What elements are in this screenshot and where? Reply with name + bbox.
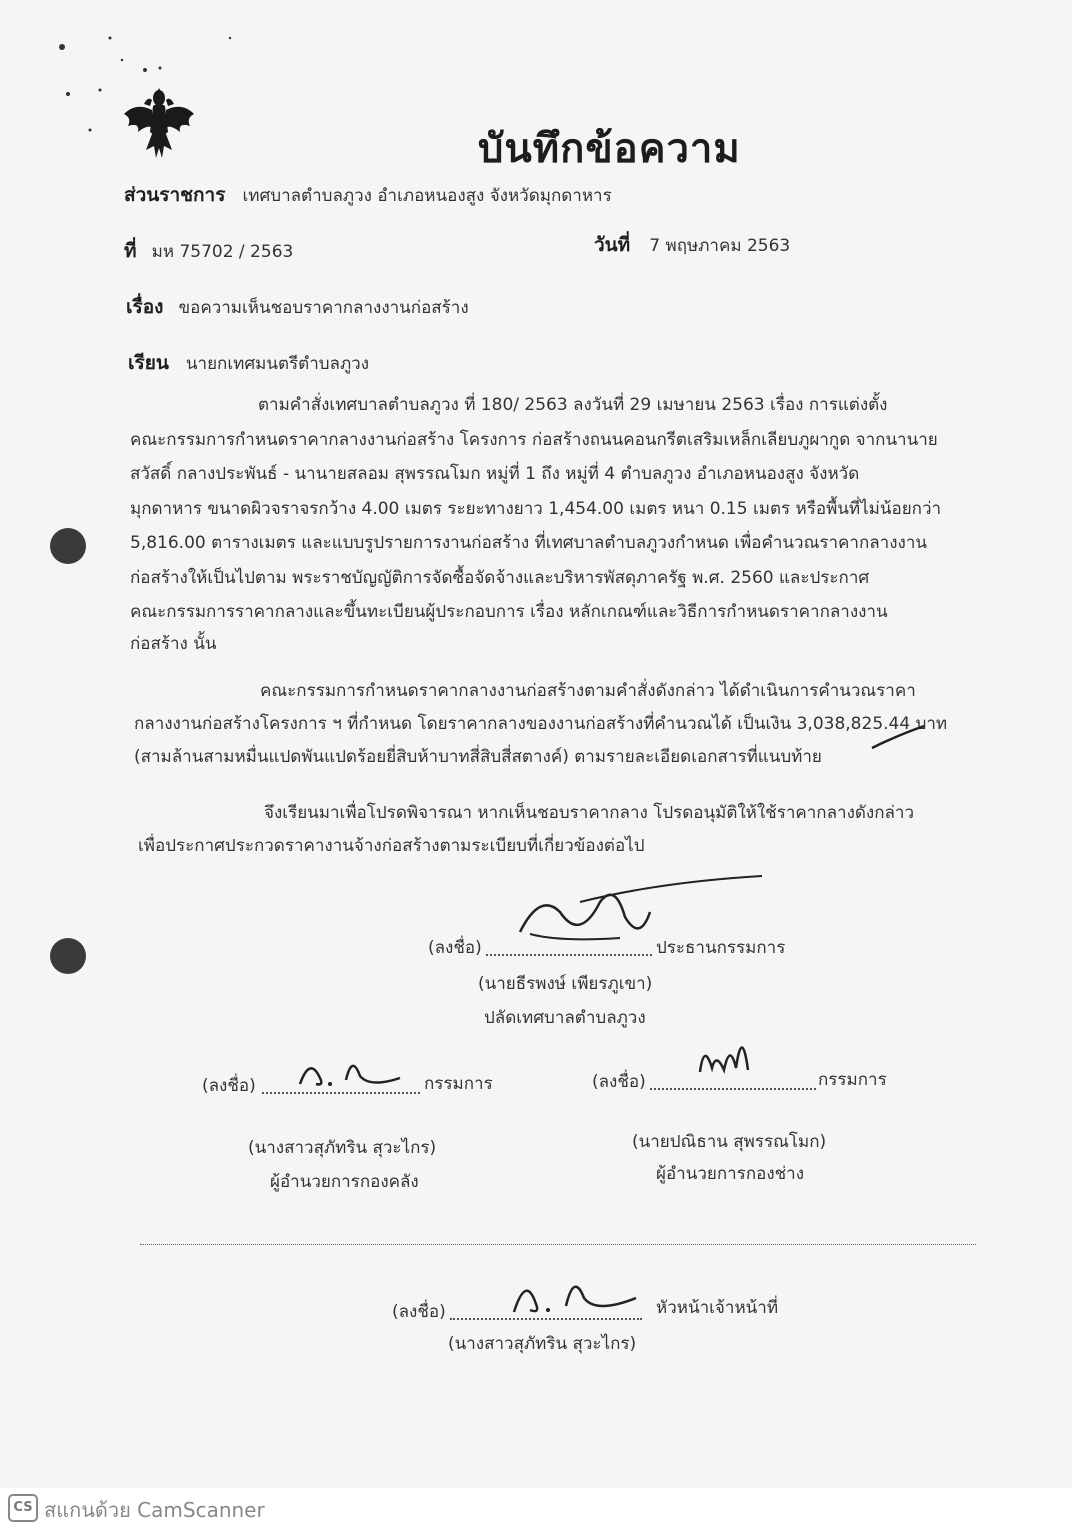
officer-name: (นางสาวสุภัทริน สุวะไกร) [448,1334,637,1354]
subject-value: ขอความเห็นชอบราคากลางงานก่อสร้าง [178,298,469,318]
camscanner-watermark-text: สแกนด้วย CamScanner [44,1498,265,1522]
camscanner-footer [0,1488,1072,1528]
member2-position: ผู้อำนวยการกองช่าง [656,1164,805,1184]
member2-sign-line [650,1088,816,1090]
paragraph-3-line-1: จึงเรียนมาเพื่อโปรดพิจารณา หากเห็นชอบราคากลาง โปรดอนุมัติให้ใช้ราคากลางดังกล่าว [264,803,915,823]
paragraph-2-line-3: (สามล้านสามหมื่นแปดพันแปดร้อยยี่สิบห้าบาทสี่สิบสี่สตางค์) ตามรายละเอียดเอกสารที่แนบท้าย [134,747,822,767]
punch-hole-top [50,528,86,564]
recipient-row [128,348,369,378]
reference-label: ที่ [124,240,137,262]
chair-sign-line [486,954,652,956]
paragraph-1-line-3: สวัสดิ์ กลางประพันธ์ - นานายสลอม สุพรรณโมก หมู่ที่ 1 ถึง หมู่ที่ 4 ตำบลภูวง อำเภอหนองสูง จังหวัด [130,464,860,484]
date-label: วันที่ [594,234,631,256]
scan-specks [50,30,250,140]
subject-row [126,292,469,322]
paragraph-3-line-2: เพื่อประกาศประกวดราคางานจ้างก่อสร้างตามระเบียบที่เกี่ยวข้องต่อไป [138,836,645,856]
camscanner-logo-icon: CS [8,1494,38,1522]
member2-role: กรรมการ [818,1070,887,1090]
member1-name: (นางสาวสุภัทริน สุวะไกร) [248,1138,437,1158]
chair-sign-prefix: (ลงชื่อ) [428,938,482,958]
member1-sign-prefix: (ลงชื่อ) [202,1076,256,1096]
paragraph-1-line-5: 5,816.00 ตารางเมตร และแบบรูปรายการงานก่อสร้าง ที่เทศบาลตำบลภูวงกำหนด เพื่อคำนวณราคากลางงาน [130,533,927,553]
agency-value: เทศบาลตำบลภูวง อำเภอหนองสูง จังหวัดมุกดาหาร [242,186,612,206]
member2-name: (นายปณิธาน สุพรรณโมก) [632,1132,827,1152]
paragraph-1-line-6: ก่อสร้างให้เป็นไปตาม พระราชบัญญัติการจัดซื้อจัดจ้างและบริหารพัสดุภาครัฐ พ.ศ. 2560 และประกาศ [130,568,870,588]
date-row [594,230,790,260]
agency-label: ส่วนราชการ [124,184,226,206]
reference-row [124,236,293,266]
subject-label: เรื่อง [126,296,164,318]
paragraph-1-line-1: ตามคำสั่งเทศบาลตำบลภูวง ที่ 180/ 2563 ลงวันที่ 29 เมษายน 2563 เรื่อง การแต่งตั้ง [258,395,888,415]
paragraph-2-line-2: กลางงานก่อสร้างโครงการ ฯ ที่กำหนด โดยราคากลางของงานก่อสร้างที่คำนวณได้ เป็นเงิน 3,038,825.44 บาท [134,714,948,734]
paragraph-1-line-8: ก่อสร้าง นั้น [130,634,217,654]
memo-title: บันทึกข้อความ [478,126,741,172]
officer-role: หัวหน้าเจ้าหน้าที่ [656,1298,779,1318]
punch-hole-bottom [50,938,86,974]
officer-signature-mark [500,1264,650,1320]
member1-sign-line [262,1092,420,1094]
reference-value: มห 75702 / 2563 [151,242,294,262]
chair-position: ปลัดเทศบาลตำบลภูวง [484,1008,646,1028]
member1-signature-mark [290,1048,410,1092]
member2-signature-mark [690,1022,770,1078]
officer-sign-line [450,1318,642,1320]
member1-position: ผู้อำนวยการกองคลัง [270,1172,419,1192]
paragraph-1-line-4: มุกดาหาร ขนาดผิวจราจรกว้าง 4.00 เมตร ระยะทางยาว 1,454.00 เมตร หนา 0.15 เมตร หรือพื้นที่ไม่น้อยกว่า [130,499,942,519]
paragraph-2-line-1: คณะกรรมการกำหนดราคากลางงานก่อสร้างตามคำสั่งดังกล่าว ได้ดำเนินการคำนวณราคา [260,681,916,701]
date-value: 7 พฤษภาคม 2563 [649,236,791,256]
chair-name: (นายธีรพงษ์ เพียรภูเขา) [478,974,653,994]
pen-tick-mark [868,722,928,752]
member1-role: กรรมการ [424,1074,493,1094]
agency-row [124,180,612,210]
officer-sign-prefix: (ลงชื่อ) [392,1302,446,1322]
chair-role: ประธานกรรมการ [656,938,786,958]
paragraph-1-line-7: คณะกรรมการราคากลางและขึ้นทะเบียนผู้ประกอบการ เรื่อง หลักเกณฑ์และวิธีการกำหนดราคากลางงาน [130,602,888,622]
paragraph-1-line-2: คณะกรรมการกำหนดราคากลางงานก่อสร้าง โครงการ ก่อสร้างถนนคอนกรีตเสริมเหล็กเลียบภูผากูด จากนานาย [130,430,938,450]
member2-sign-prefix: (ลงชื่อ) [592,1072,646,1092]
section-separator [140,1244,976,1245]
recipient-value: นายกเทศมนตรีตำบลภูวง [185,354,369,374]
recipient-label: เรียน [128,352,169,374]
